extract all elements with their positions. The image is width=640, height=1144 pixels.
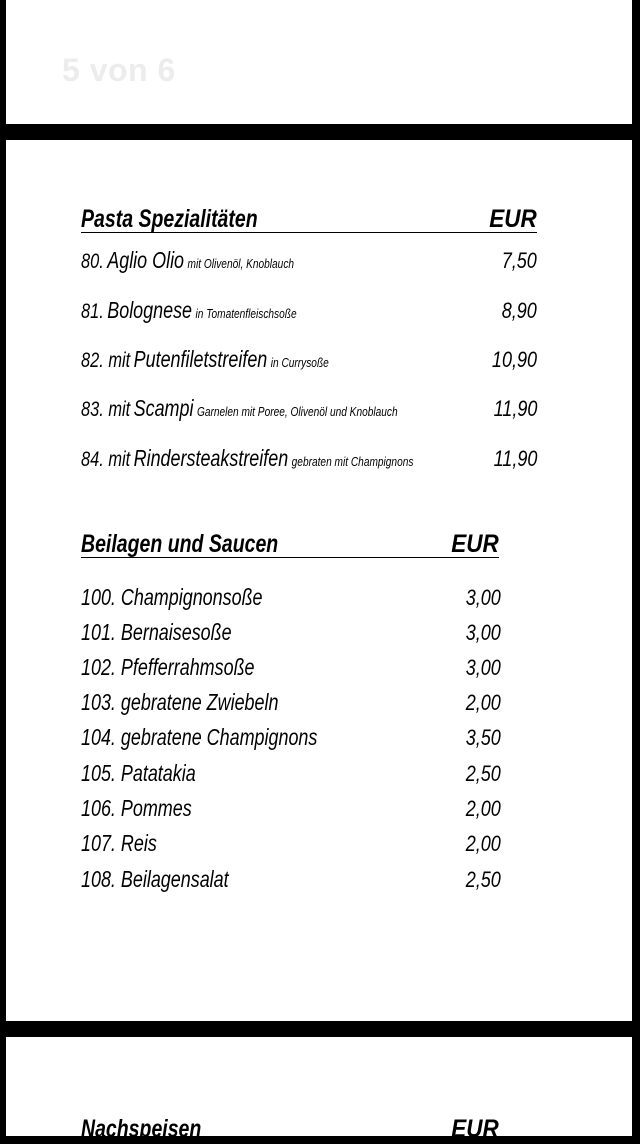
item-name: Scampi — [133, 395, 194, 421]
desserts-section-title: Nachspeisen — [81, 1115, 202, 1143]
next-page[interactable] — [6, 1037, 632, 1143]
page-counter: 5 von 6 — [62, 52, 176, 88]
side-item-price: 2,00 — [465, 690, 501, 715]
side-item-label: 103. gebratene Zwiebeln — [81, 689, 279, 715]
item-description: in Currysoße — [270, 355, 329, 370]
menu-item-81 — [81, 298, 537, 324]
side-item-label: 104. gebratene Champignons — [81, 724, 318, 750]
menu-item-80 — [81, 248, 537, 274]
side-item-label: 105. Patatakia — [81, 760, 196, 786]
side-item-label: 107. Reis — [81, 830, 157, 856]
item-price: 7,50 — [501, 248, 537, 273]
item-number: 80. — [81, 250, 104, 273]
previous-page[interactable] — [6, 0, 632, 124]
item-price: 10,90 — [491, 347, 537, 372]
side-item-label: 100. Champignonsoße — [81, 584, 263, 610]
side-item-106 — [81, 794, 501, 822]
pasta-section-title: Pasta Spezialitäten — [81, 205, 258, 233]
desserts-currency-label: EUR — [451, 1115, 499, 1143]
item-number: 81. — [81, 300, 104, 323]
side-item-label: 101. Bernaisesoße — [81, 619, 232, 645]
side-item-101 — [81, 618, 501, 646]
side-item-price: 2,00 — [465, 831, 501, 856]
menu-page[interactable] — [6, 140, 632, 1021]
item-name: Putenfiletstreifen — [133, 346, 268, 372]
item-name: Aglio Olio — [107, 247, 185, 273]
side-item-108 — [81, 865, 501, 893]
menu-item-83 — [81, 396, 537, 422]
side-item-price: 3,00 — [465, 585, 501, 610]
item-number: 84. mit — [81, 448, 131, 471]
side-item-price: 3,50 — [465, 725, 501, 750]
side-item-103 — [81, 688, 501, 716]
side-item-price: 2,00 — [465, 796, 501, 821]
item-price: 11,90 — [493, 396, 537, 421]
side-item-100 — [81, 583, 501, 611]
menu-item-84 — [81, 446, 537, 472]
desserts-section-header — [81, 1102, 499, 1143]
side-item-102 — [81, 653, 501, 681]
side-item-label: 102. Pfefferrahmsoße — [81, 654, 255, 680]
item-number: 83. mit — [81, 398, 131, 421]
item-name: Rindersteakstreifen — [133, 445, 289, 471]
side-item-price: 2,50 — [465, 761, 501, 786]
pasta-section-header — [81, 192, 537, 233]
side-item-104 — [81, 723, 501, 751]
side-item-107 — [81, 829, 501, 857]
item-price: 8,90 — [501, 298, 537, 323]
item-description: Garnelen mit Poree, Olivenöl und Knoblauch — [196, 404, 398, 419]
side-item-price: 3,00 — [465, 655, 501, 680]
side-item-price: 2,50 — [465, 867, 501, 892]
side-item-label: 108. Beilagensalat — [81, 866, 229, 892]
item-description: mit Olivenöl, Knoblauch — [187, 256, 295, 271]
item-number: 82. mit — [81, 349, 131, 372]
sides-section-title: Beilagen und Saucen — [81, 530, 279, 558]
sides-currency-label: EUR — [451, 530, 499, 558]
item-description: in Tomatenfleischsoße — [195, 306, 297, 321]
item-price: 11,90 — [493, 446, 537, 471]
side-item-label: 106. Pommes — [81, 795, 192, 821]
sides-section-header — [81, 517, 499, 558]
item-description: gebraten mit Champignons — [291, 454, 414, 469]
item-name: Bolognese — [107, 297, 193, 323]
side-item-105 — [81, 759, 501, 787]
menu-item-82 — [81, 347, 537, 373]
pasta-currency-label: EUR — [489, 205, 537, 233]
side-item-price: 3,00 — [465, 620, 501, 645]
